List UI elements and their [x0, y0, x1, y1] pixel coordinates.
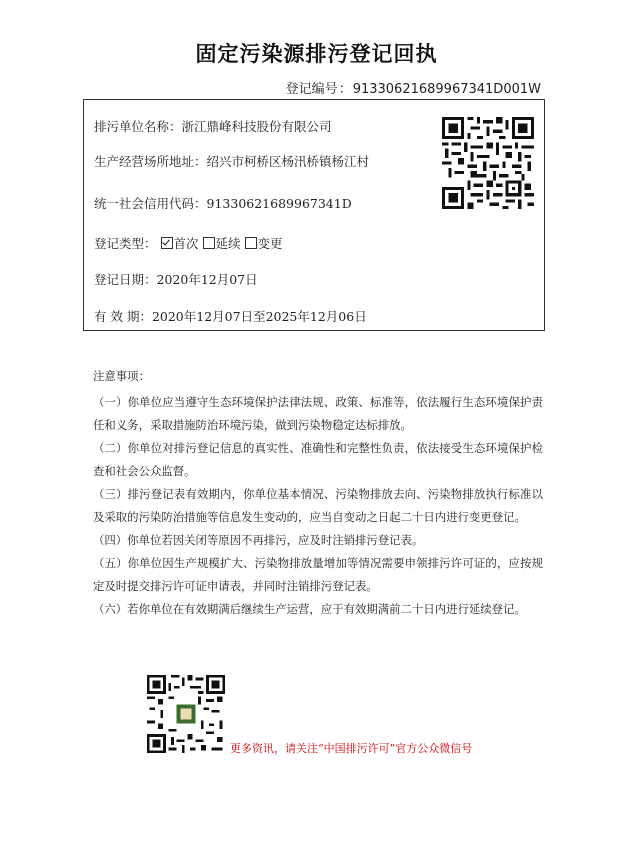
info-box: [83, 99, 545, 331]
registration-date-row: [94, 270, 258, 288]
registration-qr-code: [442, 117, 534, 209]
note-item: （二）你单位对排污登记信息的真实性、准确性和完整性负责，依法接受生态环境保护检查和社会公众监督。: [93, 441, 543, 478]
notes-heading: 注意事项：: [93, 369, 150, 383]
option-renewal-label: 延续: [215, 236, 241, 251]
note-item: （三）排污登记表有效期内，你单位基本情况、污染物排放去向、污染物排放执行标准以及采取的污染防治措施等信息发生变动的，应当自变动之日起二十日内进行变更登记。: [93, 487, 543, 524]
registration-date-label: 登记日期：: [94, 272, 157, 287]
note-item: （五）你单位因生产规模扩大、污染物排放量增加等情况需要申领排污许可证的，应按规定及时提交排污许可证申请表，并同时注销排污登记表。: [93, 556, 543, 593]
document-title: 固定污染源排污登记回执: [195, 42, 438, 66]
validity-label: 有 效 期：: [94, 309, 152, 324]
checkbox-renewal: [203, 237, 215, 249]
registration-type-row: [94, 234, 283, 252]
note-item: （四）你单位若因关闭等原因不再排污，应及时注销排污登记表。: [93, 533, 424, 547]
checkbox-first-time: [161, 237, 173, 249]
credit-code-value: 91330621689967341D: [206, 196, 352, 211]
registration-type-label: 登记类型：: [94, 236, 157, 251]
validity-row: [94, 307, 367, 325]
registration-number-label: 登记编号: [285, 82, 338, 97]
address-row: [94, 152, 369, 170]
note-item: （一）你单位应当遵守生态环境保护法律法规、政策、标准等，依法履行生态环境保护责任和义务，采取措施防治环境污染，做到污染物稳定达标排放。: [93, 395, 543, 432]
registration-date-value: 2020年12月07日: [156, 272, 258, 287]
registration-number-separator: ：: [338, 82, 352, 97]
option-change-label: 变更: [257, 236, 283, 251]
address-value: 绍兴市柯桥区杨汛桥镇杨江村: [206, 154, 370, 169]
wechat-qr-code: [147, 675, 225, 753]
credit-code-row: [94, 194, 352, 212]
option-first-time-label: 首次: [173, 236, 199, 251]
credit-code-label: 统一社会信用代码：: [94, 196, 207, 211]
note-item: （六）若你单位在有效期满后继续生产运营，应于有效期满前二十日内进行延续登记。: [93, 602, 526, 616]
unit-name-value: 浙江鼎峰科技股份有限公司: [181, 119, 332, 134]
registration-number: [286, 78, 541, 97]
checkbox-change: [245, 237, 257, 249]
unit-name-label: 排污单位名称：: [94, 119, 182, 134]
validity-value: 2020年12月07日至2025年12月06日: [151, 309, 367, 324]
registration-number-value: 91330621689967341D001W: [352, 82, 541, 97]
wechat-follow-note: 更多资讯，请关注“中国排污许可”官方公众微信号: [230, 742, 473, 755]
address-label: 生产经营场所地址：: [94, 154, 207, 169]
notes-section: [93, 365, 543, 621]
unit-name-row: [94, 117, 332, 135]
